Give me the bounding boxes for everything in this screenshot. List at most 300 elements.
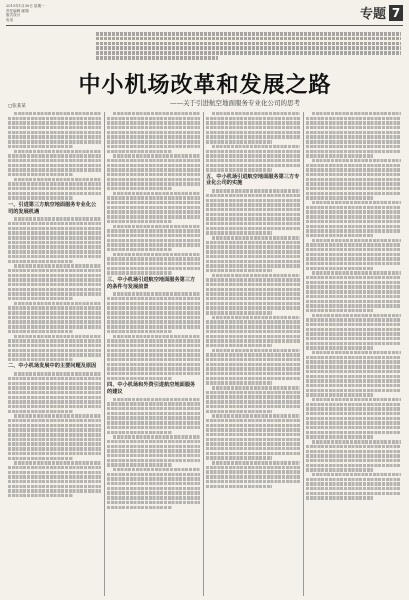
body-text-line — [107, 501, 200, 504]
body-text-line — [206, 131, 300, 134]
text-column-1 — [8, 112, 101, 596]
body-text-line — [8, 475, 101, 478]
body-text-line — [206, 135, 300, 138]
body-text-line — [206, 217, 300, 220]
body-text-line — [107, 325, 200, 328]
body-text-line — [107, 201, 200, 204]
body-text-line — [206, 428, 300, 431]
body-text-line — [107, 306, 200, 309]
body-text-line — [8, 297, 73, 300]
article-subtitle: ——关于引进航空地面服务专业化公司的思考 — [170, 99, 300, 107]
section-heading: 四、中小机场和外资引进航空地面服务的建议 — [107, 382, 196, 395]
body-text-line — [306, 492, 401, 495]
body-text-line — [107, 311, 200, 314]
body-text-line — [306, 117, 401, 120]
body-text-line — [8, 396, 101, 399]
body-text-line — [306, 192, 401, 195]
body-text-line — [107, 168, 200, 171]
body-text-line — [306, 257, 401, 260]
body-text-line — [113, 154, 200, 157]
body-text-line — [8, 424, 101, 427]
article-author: □张某某 — [8, 104, 26, 109]
body-text-line — [8, 457, 73, 460]
section-heading: 五、中小机场引进航空地面服务第三方专业化公司的实施 — [206, 173, 300, 187]
header-meta-line: 责任编辑 邮箱 — [6, 8, 29, 13]
body-text-line — [212, 189, 300, 192]
body-text-line — [306, 445, 401, 448]
body-text-line — [107, 487, 200, 490]
header-meta-line: 电话 — [6, 17, 14, 22]
body-text-line — [8, 164, 101, 167]
body-text-line — [306, 168, 401, 171]
body-text-line — [107, 135, 200, 138]
body-text-line — [306, 393, 373, 396]
body-text-line — [306, 407, 401, 410]
body-text-line — [107, 445, 200, 448]
body-text-line — [206, 325, 300, 328]
body-text-line — [306, 328, 401, 331]
body-text-line — [107, 367, 200, 370]
section-name: 专题 — [359, 7, 386, 22]
body-text-line — [306, 459, 401, 462]
body-text-line — [8, 419, 101, 422]
body-text-line — [206, 288, 300, 291]
body-text-line — [212, 414, 300, 417]
body-text-line — [212, 316, 300, 319]
body-text-line — [306, 215, 401, 218]
body-text-line — [206, 199, 300, 202]
body-text-line — [206, 302, 300, 305]
body-text-line — [8, 489, 101, 492]
body-text-line — [113, 112, 200, 115]
body-text-line — [8, 306, 101, 309]
body-text-line — [206, 203, 300, 206]
body-text-line — [8, 382, 101, 385]
body-text-line — [107, 402, 200, 405]
body-text-line — [206, 255, 300, 258]
body-text-line — [8, 269, 101, 272]
body-text-line — [113, 253, 200, 256]
body-text-line — [113, 398, 200, 401]
body-text-line — [8, 325, 101, 328]
body-text-line — [206, 466, 300, 469]
body-text-line — [8, 471, 101, 474]
body-text-line — [107, 117, 200, 120]
body-text-line — [8, 344, 101, 347]
body-text-line — [306, 187, 401, 190]
text-column-4 — [306, 112, 401, 596]
column-divider — [104, 112, 105, 596]
body-text-line — [8, 135, 101, 138]
body-text-line — [107, 187, 172, 190]
body-text-line — [312, 159, 401, 162]
body-text-line — [107, 271, 172, 274]
body-text-line — [107, 262, 200, 265]
body-text-line — [206, 250, 300, 253]
body-text-line — [107, 210, 200, 213]
body-text-line — [306, 140, 401, 143]
body-text-line — [312, 201, 401, 204]
header-meta — [6, 4, 45, 22]
body-text-line — [306, 300, 401, 303]
body-text-line — [306, 295, 401, 298]
body-text-line — [8, 187, 101, 190]
text-column-3 — [206, 112, 300, 596]
body-text-line — [306, 225, 401, 228]
body-text-line — [107, 121, 200, 124]
body-text-line — [107, 182, 200, 185]
body-text-line — [306, 426, 401, 429]
page-header — [6, 3, 403, 26]
body-text-line — [306, 253, 401, 256]
page-number: 7 — [389, 5, 403, 21]
body-text-line — [206, 410, 272, 413]
body-text-line — [107, 440, 200, 443]
body-text-line — [206, 231, 272, 234]
body-text-line — [306, 323, 401, 326]
body-text-line — [306, 131, 401, 134]
body-text-line — [306, 154, 373, 157]
column-divider — [303, 112, 304, 596]
body-text-line — [306, 206, 401, 209]
body-text-line — [206, 222, 300, 225]
body-text-line — [206, 339, 300, 342]
body-text-line — [14, 414, 101, 417]
body-text-line — [8, 433, 101, 436]
body-text-line — [206, 213, 300, 216]
body-text-line — [306, 370, 401, 373]
body-text-line — [14, 461, 101, 464]
body-text-line — [206, 395, 300, 398]
body-text-line — [107, 353, 200, 356]
body-text-line — [107, 463, 172, 466]
header-section-box — [360, 3, 403, 22]
body-text-line — [8, 485, 101, 488]
body-text-line — [113, 435, 200, 438]
body-text-line — [107, 477, 200, 480]
body-text-line — [306, 342, 401, 345]
body-text-line — [306, 384, 401, 387]
body-text-line — [107, 372, 200, 375]
body-text-line — [306, 421, 401, 424]
body-text-line — [107, 491, 200, 494]
body-text-line — [206, 311, 272, 314]
body-text-line — [107, 421, 200, 424]
body-text-line — [306, 145, 401, 148]
body-text-line — [14, 217, 101, 220]
body-text-line — [107, 196, 200, 199]
body-text-line — [212, 145, 300, 148]
body-text-line — [306, 173, 401, 176]
body-text-line — [206, 438, 300, 441]
body-text-line — [107, 131, 200, 134]
body-text-line — [206, 470, 300, 473]
body-text-line — [206, 150, 300, 153]
body-text-line — [306, 379, 401, 382]
body-text-line — [14, 178, 101, 181]
body-text-line — [206, 297, 300, 300]
body-text-line — [107, 220, 172, 223]
body-text-line — [8, 320, 101, 323]
body-text-line — [107, 344, 200, 347]
body-text-line — [312, 440, 401, 443]
body-text-line — [206, 227, 300, 230]
body-text-line — [8, 494, 73, 497]
body-text-line — [206, 269, 272, 272]
section-heading: 二、中小机场发展中的主要问题及原因 — [8, 363, 97, 370]
body-text-line — [107, 377, 172, 380]
body-text-line — [206, 164, 300, 167]
body-text-line — [107, 316, 200, 319]
body-text-line — [8, 358, 73, 361]
body-text-line — [8, 250, 101, 253]
body-text-line — [306, 454, 401, 457]
body-text-line — [8, 353, 101, 356]
body-text-line — [206, 424, 300, 427]
body-text-line — [206, 381, 272, 384]
body-text-line — [8, 410, 73, 413]
body-text-line — [306, 290, 401, 293]
body-text-line — [206, 260, 300, 263]
body-text-line — [306, 285, 401, 288]
body-text-line — [8, 442, 101, 445]
body-text-line — [8, 126, 101, 129]
body-text-line — [107, 426, 200, 429]
body-text-line — [212, 461, 300, 464]
body-text-line — [206, 344, 272, 347]
body-text-line — [306, 150, 401, 153]
body-text-line — [107, 178, 200, 181]
body-text-line — [206, 306, 300, 309]
body-text-line — [306, 121, 401, 124]
body-text-line — [306, 210, 401, 213]
body-text-line — [113, 192, 200, 195]
section-heading: 三、中小机场引进航空地面服务第三方的条件与发展前景 — [107, 276, 196, 290]
body-text-line — [107, 431, 172, 434]
body-text-line — [113, 225, 200, 228]
body-text-line — [206, 117, 300, 120]
body-text-line — [306, 468, 373, 471]
body-text-line — [8, 117, 101, 120]
body-text-line — [107, 159, 200, 162]
body-text-line — [113, 335, 200, 338]
header-meta-line: 版式设计 — [6, 13, 21, 18]
body-text-line — [206, 159, 300, 162]
body-text-line — [107, 234, 200, 237]
body-text-line — [206, 292, 300, 295]
body-text-line — [206, 320, 300, 323]
body-text-line — [8, 274, 101, 277]
body-text-line — [206, 480, 300, 483]
body-text-line — [8, 377, 101, 380]
body-text-line — [107, 449, 200, 452]
body-text-line — [312, 271, 401, 274]
body-text-line — [206, 452, 300, 455]
body-text-line — [14, 302, 101, 305]
body-text-line — [8, 245, 101, 248]
body-text-line — [107, 243, 200, 246]
body-text-line — [107, 412, 200, 415]
body-text-line — [14, 335, 101, 338]
body-text-line — [107, 363, 200, 366]
body-text-line — [8, 428, 101, 431]
body-text-line — [206, 485, 272, 488]
body-text-line — [306, 262, 401, 265]
body-text-line — [306, 196, 373, 199]
body-text-line — [206, 154, 300, 157]
body-text-line — [206, 358, 300, 361]
body-text-line — [107, 215, 200, 218]
body-text-line — [206, 330, 300, 333]
body-text-line — [8, 231, 101, 234]
body-text-line — [8, 349, 101, 352]
body-text-line — [306, 431, 401, 434]
body-text-line — [8, 182, 101, 185]
body-text-line — [306, 487, 401, 490]
body-text-line — [306, 417, 401, 420]
body-text-line — [206, 363, 300, 366]
body-text-line — [8, 438, 101, 441]
body-text-line — [206, 405, 300, 408]
body-text-line — [107, 248, 172, 251]
body-text-line — [212, 112, 300, 115]
body-text-line — [8, 159, 101, 162]
body-text-line — [8, 311, 101, 314]
body-text-line — [306, 450, 401, 453]
body-text-line — [8, 400, 101, 403]
body-text-line — [107, 257, 200, 260]
body-text-line — [306, 360, 401, 363]
body-text-line — [306, 356, 401, 359]
body-text-line — [306, 346, 373, 349]
body-text-line — [107, 349, 200, 352]
body-text-line — [306, 496, 373, 499]
body-text-line — [107, 145, 200, 148]
body-text-line — [107, 330, 172, 333]
body-text-line — [8, 405, 101, 408]
body-text-line — [306, 478, 401, 481]
body-text-line — [8, 339, 101, 342]
body-text-line — [206, 245, 300, 248]
body-text-line — [8, 236, 101, 239]
body-text-line — [306, 412, 401, 415]
body-text-line — [8, 196, 73, 199]
body-text-line — [8, 173, 73, 176]
body-text-line — [8, 292, 101, 295]
body-text-line — [206, 367, 300, 370]
body-text-line — [206, 283, 300, 286]
body-text-line — [206, 194, 300, 197]
body-text-line — [8, 168, 101, 171]
body-text-line — [306, 389, 401, 392]
body-text-line — [107, 229, 200, 232]
body-text-line — [306, 267, 373, 270]
body-text-line — [206, 264, 300, 267]
text-column-2 — [107, 112, 200, 596]
body-text-line — [107, 496, 200, 499]
body-text-line — [206, 372, 300, 375]
body-text-line — [8, 140, 101, 143]
body-text-line — [113, 292, 200, 295]
body-text-line — [306, 365, 401, 368]
body-text-line — [306, 229, 401, 232]
body-text-line — [8, 121, 101, 124]
body-text-line — [312, 112, 401, 115]
body-text-line — [206, 278, 300, 281]
section-heading: 一、引进第三方航空地面服务专业化公司的发展机遇 — [8, 201, 97, 215]
body-text-line — [107, 506, 172, 509]
body-text-line — [107, 320, 200, 323]
body-text-line — [107, 173, 200, 176]
body-text-line — [8, 466, 101, 469]
body-text-line — [306, 135, 401, 138]
body-text-line — [306, 337, 401, 340]
body-text-line — [212, 274, 300, 277]
body-text-line — [107, 140, 200, 143]
body-text-line — [306, 276, 401, 279]
body-text-line — [206, 433, 300, 436]
article-title: 中小机场改革和发展之路 — [78, 73, 332, 98]
body-text-line — [312, 314, 401, 317]
article-abstract — [96, 32, 401, 60]
body-text-line — [312, 398, 401, 401]
body-text-line — [306, 332, 401, 335]
body-text-line — [8, 330, 73, 333]
body-text-line — [107, 150, 172, 153]
body-text-line — [306, 403, 401, 406]
body-text-line — [8, 452, 101, 455]
body-text-line — [107, 459, 200, 462]
body-text-line — [8, 480, 101, 483]
body-text-line — [306, 243, 401, 246]
body-text-line — [107, 339, 200, 342]
body-text-line — [14, 112, 101, 115]
body-text-line — [306, 182, 401, 185]
body-text-line — [107, 164, 200, 167]
body-text-line — [8, 222, 101, 225]
body-text-line — [8, 255, 101, 258]
header-meta-line: 2015年1月30日 星期一 — [6, 4, 45, 8]
body-text-line — [8, 316, 101, 319]
body-text-line — [306, 234, 373, 237]
body-text-line — [8, 241, 101, 244]
body-text-line — [206, 241, 300, 244]
body-text-line — [206, 121, 300, 124]
body-text-line — [306, 309, 373, 312]
body-text-line — [206, 447, 300, 450]
body-text-line — [306, 482, 401, 485]
body-text-line — [107, 267, 200, 270]
body-text-line — [8, 278, 101, 281]
body-text-line — [206, 168, 272, 171]
body-text-line — [14, 372, 101, 375]
body-text-line — [107, 297, 200, 300]
body-text-line — [306, 178, 401, 181]
body-text-line — [306, 375, 401, 378]
body-text-line — [312, 351, 401, 354]
body-text-line — [306, 248, 401, 251]
column-divider — [203, 112, 204, 596]
body-text-line — [8, 154, 101, 157]
body-text-line — [306, 164, 401, 167]
body-text-line — [107, 302, 200, 305]
body-text-line — [206, 456, 272, 459]
body-text-line — [8, 260, 73, 263]
body-text-line — [306, 281, 401, 284]
body-text-line — [8, 386, 101, 389]
body-text-line — [206, 419, 300, 422]
body-text-line — [306, 220, 401, 223]
